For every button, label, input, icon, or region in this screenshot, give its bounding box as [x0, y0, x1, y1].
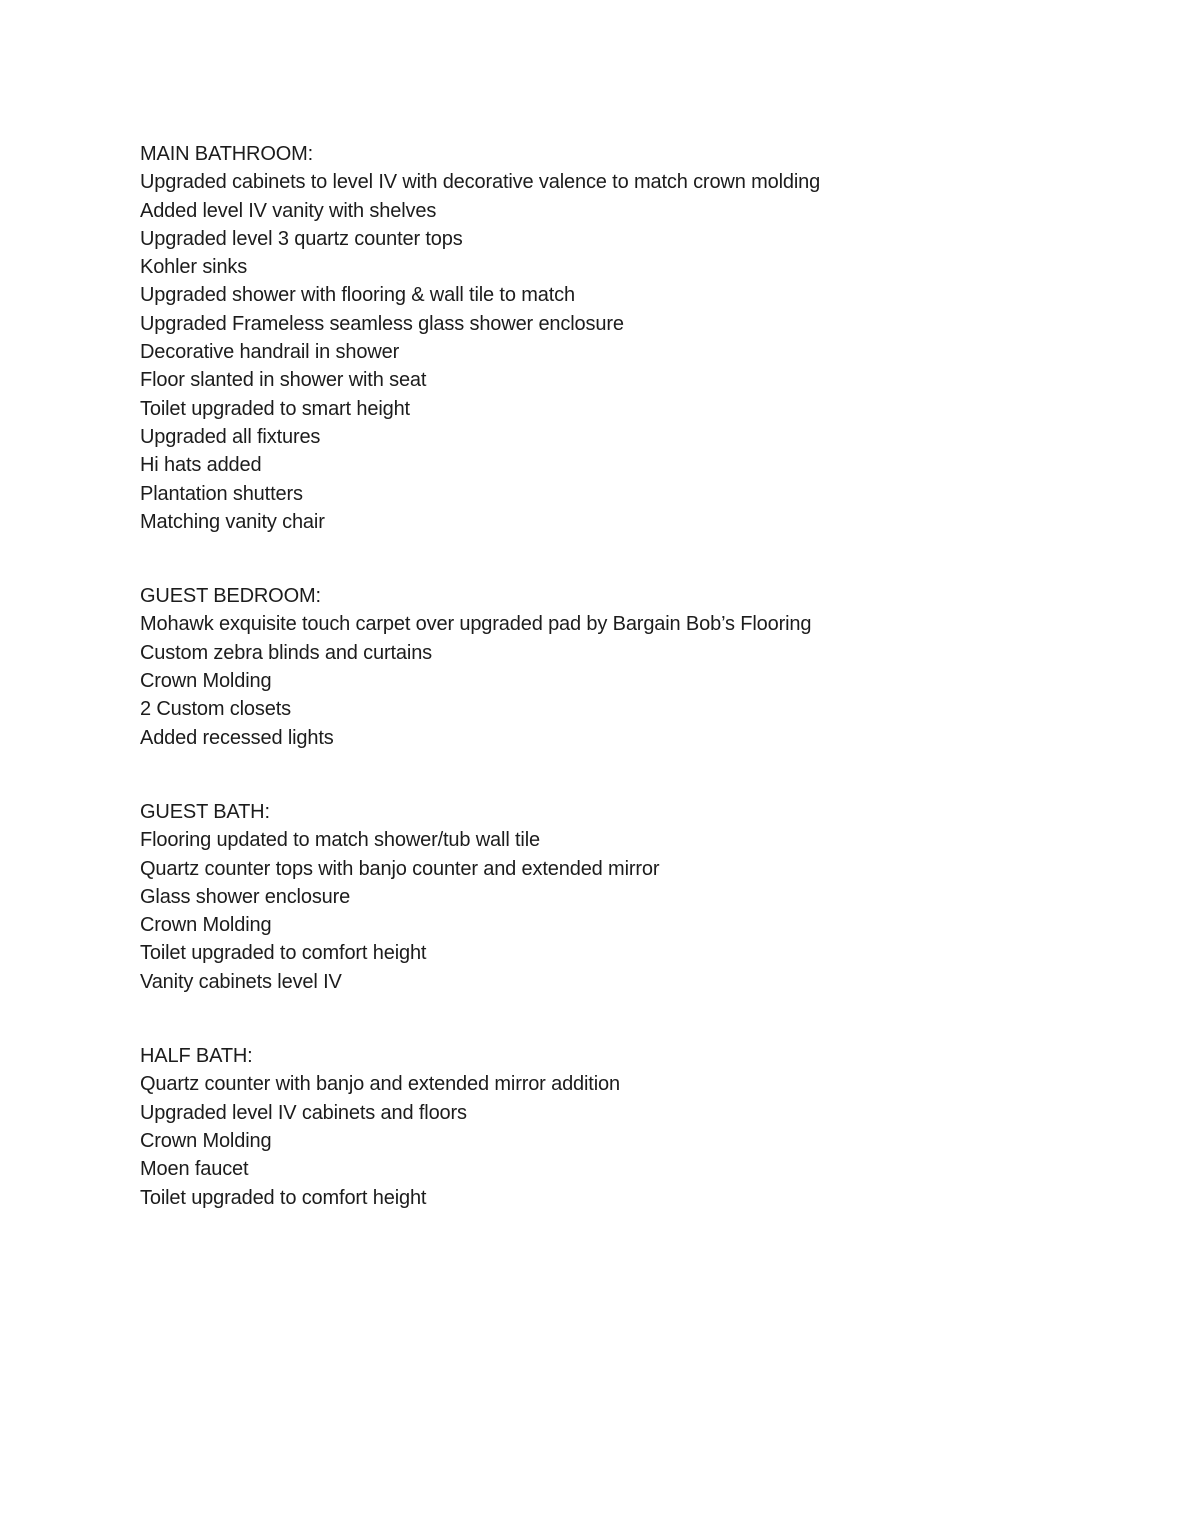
list-item: Matching vanity chair — [140, 510, 325, 533]
section-heading: HALF BATH: — [140, 1045, 253, 1068]
list-item: Upgraded shower with flooring & wall tile to match — [140, 284, 575, 307]
document-section — [140, 798, 1070, 996]
list-item: Crown Molding — [140, 914, 272, 937]
list-item: Decorative handrail in shower — [140, 341, 400, 364]
list-item: Toilet upgraded to comfort height — [140, 1186, 427, 1209]
list-item: Floor slanted in shower with seat — [140, 369, 427, 392]
list-item: Hi hats added — [140, 454, 262, 477]
list-item: Upgraded level IV cabinets and floors — [140, 1101, 467, 1124]
list-item: Upgraded cabinets to level IV with decorative valence to match crown molding — [140, 171, 821, 194]
list-item: Moen faucet — [140, 1158, 249, 1181]
document-content — [140, 140, 1070, 1212]
section-heading: GUEST BEDROOM: — [140, 585, 321, 608]
list-item: Upgraded Frameless seamless glass shower enclosure — [140, 312, 624, 335]
list-item: Upgraded level 3 quartz counter tops — [140, 227, 463, 250]
list-item: Toilet upgraded to comfort height — [140, 942, 427, 965]
list-item: Custom zebra blinds and curtains — [140, 641, 433, 664]
sections-container — [140, 140, 1070, 1212]
section-heading: GUEST BATH: — [140, 800, 270, 823]
document-section — [140, 582, 1070, 752]
list-item: Quartz counter tops with banjo counter and extended mirror — [140, 857, 660, 880]
list-item: Quartz counter with banjo and extended mirror addition — [140, 1073, 620, 1096]
list-item: Plantation shutters — [140, 482, 303, 505]
list-item: Upgraded all fixtures — [140, 425, 321, 448]
list-item: Added recessed lights — [140, 726, 334, 749]
list-item: Crown Molding — [140, 670, 272, 693]
list-item: Glass shower enclosure — [140, 885, 351, 908]
list-item: 2 Custom closets — [140, 698, 291, 721]
list-item: Mohawk exquisite touch carpet over upgraded pad by Bargain Bob’s Flooring — [140, 613, 812, 636]
list-item: Crown Molding — [140, 1129, 272, 1152]
list-item: Flooring updated to match shower/tub wall tile — [140, 829, 540, 852]
list-item: Vanity cabinets level IV — [140, 970, 342, 993]
section-heading: MAIN BATHROOM: — [140, 143, 314, 165]
document-section — [140, 140, 1070, 536]
document-section — [140, 1042, 1070, 1212]
list-item: Added level IV vanity with shelves — [140, 199, 437, 222]
list-item: Kohler sinks — [140, 256, 248, 279]
list-item: Toilet upgraded to smart height — [140, 397, 410, 420]
